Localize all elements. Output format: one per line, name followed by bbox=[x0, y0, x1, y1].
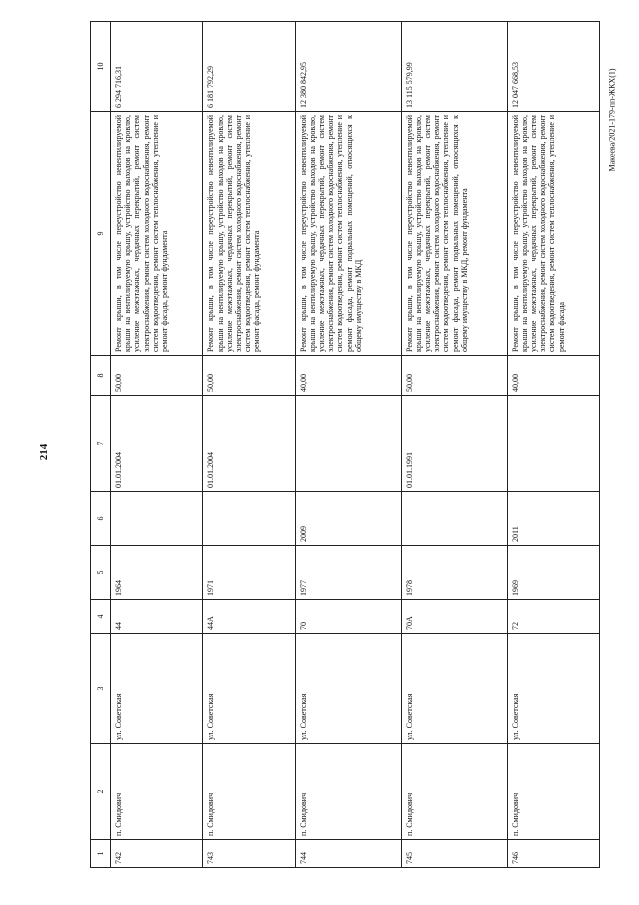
row-number: 744 bbox=[295, 840, 401, 868]
settlement: п. Смидович bbox=[401, 744, 507, 840]
work-list: Ремонт крыши, в том числе переустройство невентилируемой крыши на вентилируемую крышу, устройство выходов на кровлю, усиление межэтажных, чердачных перекрытий, ремонт систем электроснабжения, ремонт систем холодного водоснабжения, ремонт систем водоотведения, ремонт систем теплоснабжения, утепление и ремонт фасада, ремонт подвальных помещений, относящихся к общему имуществу в МКД, ремонт фундамента bbox=[401, 112, 507, 356]
col-header: 7 bbox=[91, 396, 111, 492]
row-number: 742 bbox=[111, 840, 203, 868]
col-header: 8 bbox=[91, 356, 111, 396]
settlement: п. Смидович bbox=[111, 744, 203, 840]
privatization-date: 01.01.2004 bbox=[111, 396, 203, 492]
cost: 12 380 842,95 bbox=[295, 22, 401, 112]
privatization-date bbox=[295, 396, 401, 492]
col-header: 4 bbox=[91, 600, 111, 634]
overhaul-table bbox=[90, 21, 600, 868]
year-overhaul bbox=[203, 492, 295, 546]
table-row bbox=[111, 22, 203, 868]
col-header: 2 bbox=[91, 744, 111, 840]
privatization-date bbox=[507, 396, 599, 492]
wear-percent: 50,00 bbox=[111, 356, 203, 396]
table-row bbox=[295, 22, 401, 868]
wear-percent: 40,00 bbox=[295, 356, 401, 396]
year-overhaul: 2009 bbox=[295, 492, 401, 546]
house-number: 72 bbox=[507, 600, 599, 634]
work-list: Ремонт крыши, в том числе переустройство невентилируемой крыши на вентилируемую крышу, устройство выходов на кровлю, усиление межэтажных, чердачных перекрытий, ремонт систем электроснабжения, ремонт систем холодного водоснабжения, ремонт систем водоотведения, ремонт систем теплоснабжения, утепление и ремонт фасада, ремонт фундамента bbox=[111, 112, 203, 356]
row-number: 743 bbox=[203, 840, 295, 868]
cost: 6 294 716,31 bbox=[111, 22, 203, 112]
document-code: Макеева/2021-179-пп-ЖКХ(1) bbox=[607, 68, 617, 172]
year-built: 1964 bbox=[111, 546, 203, 600]
wear-percent: 40,00 bbox=[507, 356, 599, 396]
privatization-date: 01.01.2004 bbox=[203, 396, 295, 492]
header-row bbox=[91, 22, 111, 868]
col-header: 1 bbox=[91, 840, 111, 868]
year-overhaul bbox=[401, 492, 507, 546]
table-row bbox=[203, 22, 295, 868]
col-header: 3 bbox=[91, 634, 111, 744]
table-row bbox=[507, 22, 599, 868]
house-number: 44А bbox=[203, 600, 295, 634]
work-list: Ремонт крыши, в том числе переустройство невентилируемой крыши на вентилируемую крышу, устройство выходов на кровлю, усиление межэтажных, чердачных перекрытий, ремонт систем электроснабжения, ремонт систем холодного водоснабжения, ремонт систем водоотведения, ремонт систем теплоснабжения, утепление и ремонт фасада, ремонт фундамента bbox=[203, 112, 295, 356]
year-built: 1977 bbox=[295, 546, 401, 600]
page-number: 214 bbox=[38, 443, 50, 461]
year-built: 1971 bbox=[203, 546, 295, 600]
settlement: п. Смидович bbox=[295, 744, 401, 840]
year-built: 1969 bbox=[507, 546, 599, 600]
row-number: 746 bbox=[507, 840, 599, 868]
cost: 6 181 792,29 bbox=[203, 22, 295, 112]
settlement: п. Смидович bbox=[507, 744, 599, 840]
table-row bbox=[401, 22, 507, 868]
house-number: 70 bbox=[295, 600, 401, 634]
house-number: 70А bbox=[401, 600, 507, 634]
cost: 13 115 579,99 bbox=[401, 22, 507, 112]
year-built: 1978 bbox=[401, 546, 507, 600]
street: ул. Советская bbox=[401, 634, 507, 744]
year-overhaul: 2011 bbox=[507, 492, 599, 546]
house-number: 44 bbox=[111, 600, 203, 634]
col-header: 5 bbox=[91, 546, 111, 600]
col-header: 9 bbox=[91, 112, 111, 356]
row-number: 745 bbox=[401, 840, 507, 868]
street: ул. Советская bbox=[203, 634, 295, 744]
col-header: 10 bbox=[91, 22, 111, 112]
settlement: п. Смидович bbox=[203, 744, 295, 840]
wear-percent: 50,00 bbox=[203, 356, 295, 396]
work-list: Ремонт крыши, в том числе переустройство невентилируемой крыши на вентилируемую крышу, устройство выходов на кровлю, усиление межэтажных, чердачных перекрытий, ремонт систем электроснабжения, ремонт систем холодного водоснабжения, ремонт систем водоотведения, ремонт систем теплоснабжения, утепление и ремонт фасада, ремонт подвальных помещений, относящихся к общему имуществу в МКД bbox=[295, 112, 401, 356]
privatization-date: 01.01.1991 bbox=[401, 396, 507, 492]
street: ул. Советская bbox=[295, 634, 401, 744]
year-overhaul bbox=[111, 492, 203, 546]
col-header: 6 bbox=[91, 492, 111, 546]
cost: 12 047 668,53 bbox=[507, 22, 599, 112]
street: ул. Советская bbox=[507, 634, 599, 744]
wear-percent: 50,00 bbox=[401, 356, 507, 396]
rotated-table-wrapper bbox=[90, 22, 600, 868]
work-list: Ремонт крыши, в том числе переустройство невентилируемой крыши на вентилируемую крышу, устройство выходов на кровлю, усиление межэтажных, чердачных перекрытий, ремонт систем электроснабжения, ремонт систем холодного водоснабжения, ремонт систем водоотведения, ремонт систем теплоснабжения, утепление и ремонт фасада bbox=[507, 112, 599, 356]
street: ул. Советская bbox=[111, 634, 203, 744]
